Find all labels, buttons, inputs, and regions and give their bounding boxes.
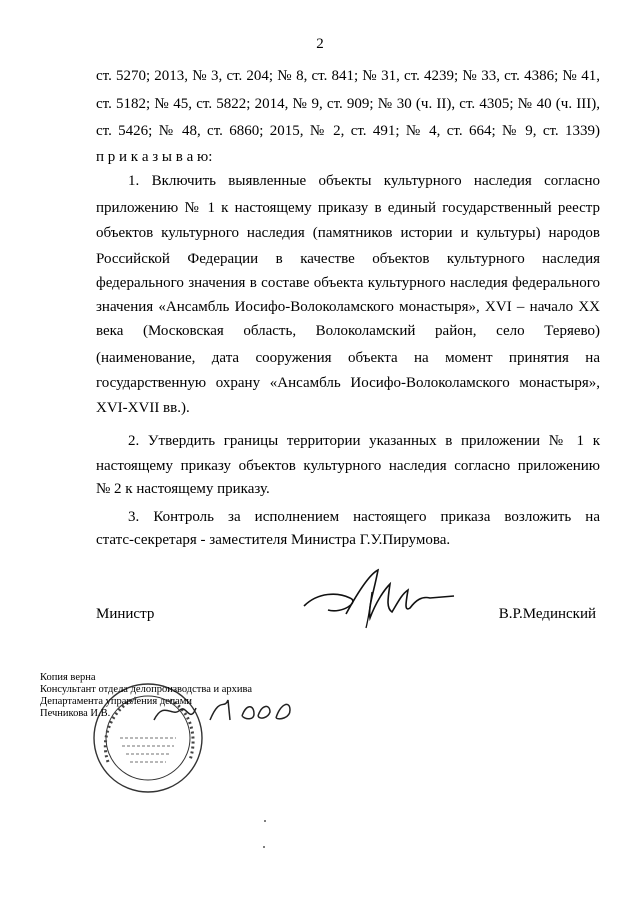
- paragraph-1-line: значения «Ансамбль Иосифо-Волоколамского монастыря», XVI – начало XX: [96, 299, 600, 315]
- copy-certification: Печникова И.В.: [40, 708, 111, 719]
- paragraph-2-line: № 2 к настоящему приказу.: [96, 481, 270, 497]
- signatory-name: В.Р.Мединский: [498, 606, 596, 622]
- paragraph-2-line: настоящему приказу объектов культурного наследия согласно приложению: [96, 458, 600, 474]
- paragraph-3-line: 3. Контроль за исполнением настоящего приказа возложить на: [128, 509, 600, 525]
- order-word: п р и к а з ы в а ю:: [96, 149, 213, 165]
- paragraph-1-line: Российской Федерации в качестве объектов культурного наследия: [96, 251, 600, 267]
- scan-speck: [263, 846, 265, 848]
- copy-certification: Консультант отдела делопроизводства и архива: [40, 684, 252, 695]
- paragraph-1-line: XVI-XVII вв.).: [96, 400, 190, 416]
- paragraph-1-line: века (Московская область, Волоколамский район, село Теряево): [96, 323, 600, 339]
- text-line: ст. 5270; 2013, № 3, ст. 204; № 8, ст. 841; № 31, ст. 4239; № 33, ст. 4386; № 41,: [96, 68, 600, 84]
- scan-speck: [264, 820, 266, 822]
- paragraph-3-line: статс-секретаря - заместителя Министра Г.У.Пирумова.: [96, 532, 451, 548]
- paragraph-1-line: приложению № 1 к настоящему приказу в единый государственный реестр: [96, 200, 600, 216]
- page-number: 2: [316, 36, 324, 52]
- paragraph-1-line: объектов культурного наследия (памятников истории и культуры) народов: [96, 225, 600, 241]
- handwritten-signature: [298, 562, 458, 632]
- paragraph-2-line: 2. Утвердить границы территории указанных в приложении № 1 к: [128, 433, 600, 449]
- signatory-title: Министр: [96, 606, 155, 622]
- text-line: ст. 5426; № 48, ст. 6860; 2015, № 2, ст. 491; № 4, ст. 664; № 9, ст. 1339): [96, 123, 600, 139]
- copy-certification: Департамента управления делами: [40, 696, 193, 707]
- paragraph-1-line: (наименование, дата сооружения объекта на момент принятия на: [96, 350, 600, 366]
- paragraph-1-line: 1. Включить выявленные объекты культурного наследия согласно: [128, 173, 600, 189]
- paragraph-1-line: федерального значения в составе объекта культурного наследия федерального: [96, 275, 600, 291]
- copy-certification: Копия верна: [40, 672, 96, 683]
- paragraph-1-line: государственную охрану «Ансамбль Иосифо-Волоколамского монастыря»,: [96, 375, 600, 391]
- text-line: ст. 5182; № 45, ст. 5822; 2014, № 9, ст. 909; № 30 (ч. II), ст. 4305; № 40 (ч. III),: [96, 96, 600, 112]
